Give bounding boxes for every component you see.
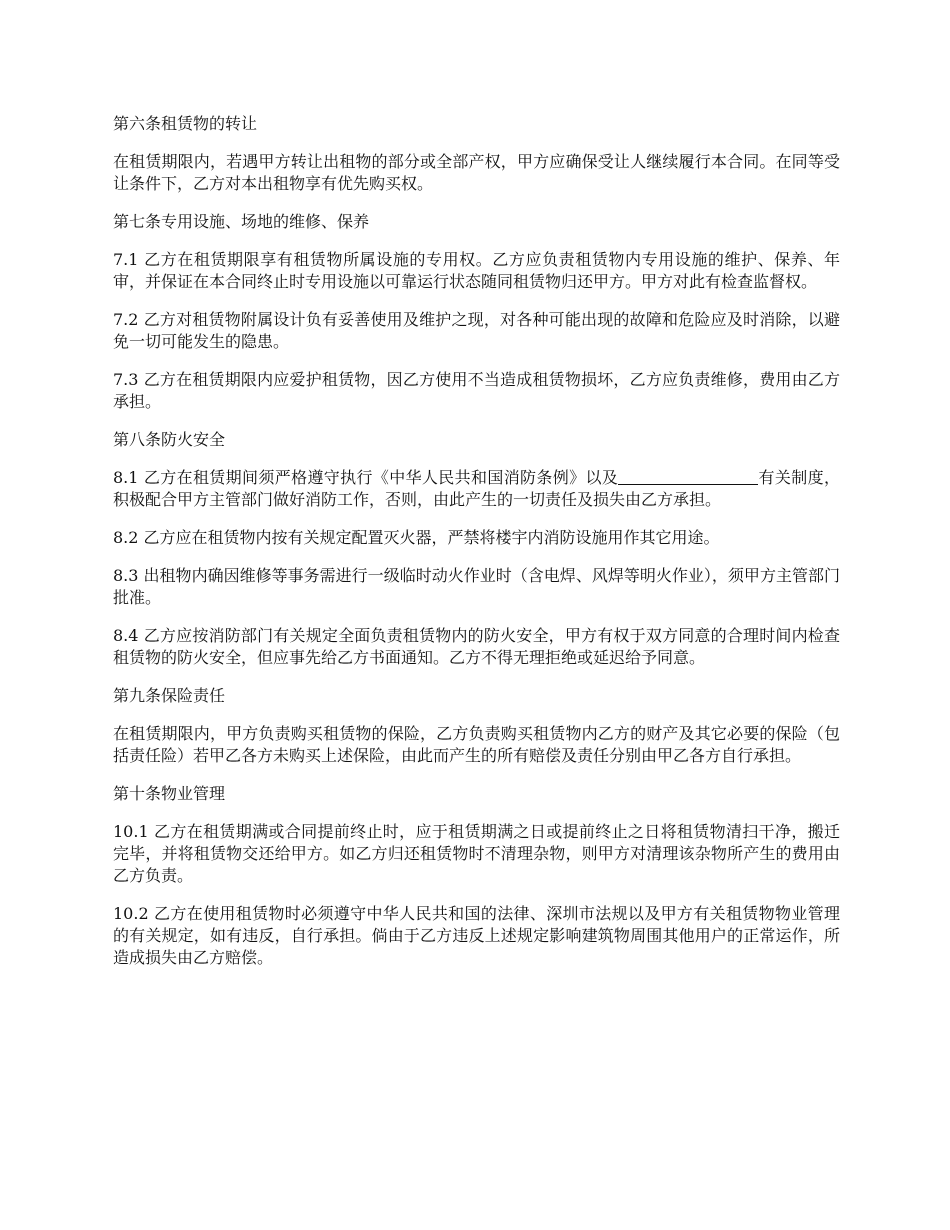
paragraph-7-3: 7.3 乙方在租赁期限内应爱护租赁物，因乙方使用不当造成租赁物损坏，乙方应负责维修，费用由乙方承担。 <box>113 370 840 411</box>
document-body <box>113 113 840 985</box>
paragraph-8-4: 8.4 乙方应按消防部门有关规定全面负责租赁物内的防火安全，甲方有权于双方同意的合理时间内检查租赁物的防火安全，但应事先给乙方书面通知。乙方不得无理拒绝或延迟给予同意。 <box>113 626 840 667</box>
paragraph-8-1 <box>113 467 840 511</box>
paragraph-7-2: 7.2 乙方对租赁物附属设计负有妥善使用及维护之现，对各种可能出现的故障和危险应及时消除，以避免一切可能发生的隐患。 <box>113 310 840 351</box>
paragraph-8-1-part-a: 8.1 乙方在租赁期间须严格遵守执行《中华人民共和国消防条例》以及 <box>113 468 619 487</box>
paragraph-10-1: 10.1 乙方在租赁期满或合同提前终止时，应于租赁期满之日或提前终止之日将租赁物清扫干净，搬迁完毕，并将租赁物交还给甲方。如乙方归还租赁物时不清理杂物，则甲方对清理该杂物所产生的费用由乙方负责。 <box>113 822 840 885</box>
heading-article-7: 第七条专用设施、场地的维修、保养 <box>113 212 370 231</box>
heading-article-6: 第六条租赁物的转让 <box>113 114 258 133</box>
paragraph-8-1-part-b: 有关制度，积极配合甲方主管部门做好消防工作，否则，由此产生的一切责任及损失由乙方承担。 <box>113 468 840 509</box>
paragraph-8-3: 8.3 出租物内确因维修等事务需进行一级临时动火作业时（含电焊、风焊等明火作业），须甲方主管部门批准。 <box>113 566 840 607</box>
paragraph-article-9: 在租赁期限内，甲方负责购买租赁物的保险，乙方负责购买租赁物内乙方的财产及其它必要的保险（包括责任险）若甲乙各方未购买上述保险，由此而产生的所有赔偿及责任分别由甲乙各方自行承担。 <box>113 724 840 765</box>
paragraph-7-1: 7.1 乙方在租赁期限享有租赁物所属设施的专用权。乙方应负责租赁物内专用设施的维护、保养、年审，并保证在本合同终止时专用设施以可靠运行状态随同租赁物归还甲方。甲方对此有检查监督权。 <box>113 250 840 291</box>
paragraph-10-2: 10.2 乙方在使用租赁物时必须遵守中华人民共和国的法律、深圳市法规以及甲方有关租赁物物业管理的有关规定，如有违反，自行承担。倘由于乙方违反上述规定影响建筑物周围其他用户的正常运作，所造成损失由乙方赔偿。 <box>113 904 840 967</box>
heading-article-8: 第八条防火安全 <box>113 430 226 449</box>
heading-article-9: 第九条保险责任 <box>113 686 226 705</box>
paragraph-article-6: 在租赁期限内，若遇甲方转让出租物的部分或全部产权，甲方应确保受让人继续履行本合同。在同等受让条件下，乙方对本出租物享有优先购买权。 <box>113 152 840 193</box>
paragraph-8-2: 8.2 乙方应在租赁物内按有关规定配置灭火器，严禁将楼宇内消防设施用作其它用途。 <box>113 528 720 547</box>
fill-in-blank <box>618 468 758 485</box>
heading-article-10: 第十条物业管理 <box>113 784 226 803</box>
